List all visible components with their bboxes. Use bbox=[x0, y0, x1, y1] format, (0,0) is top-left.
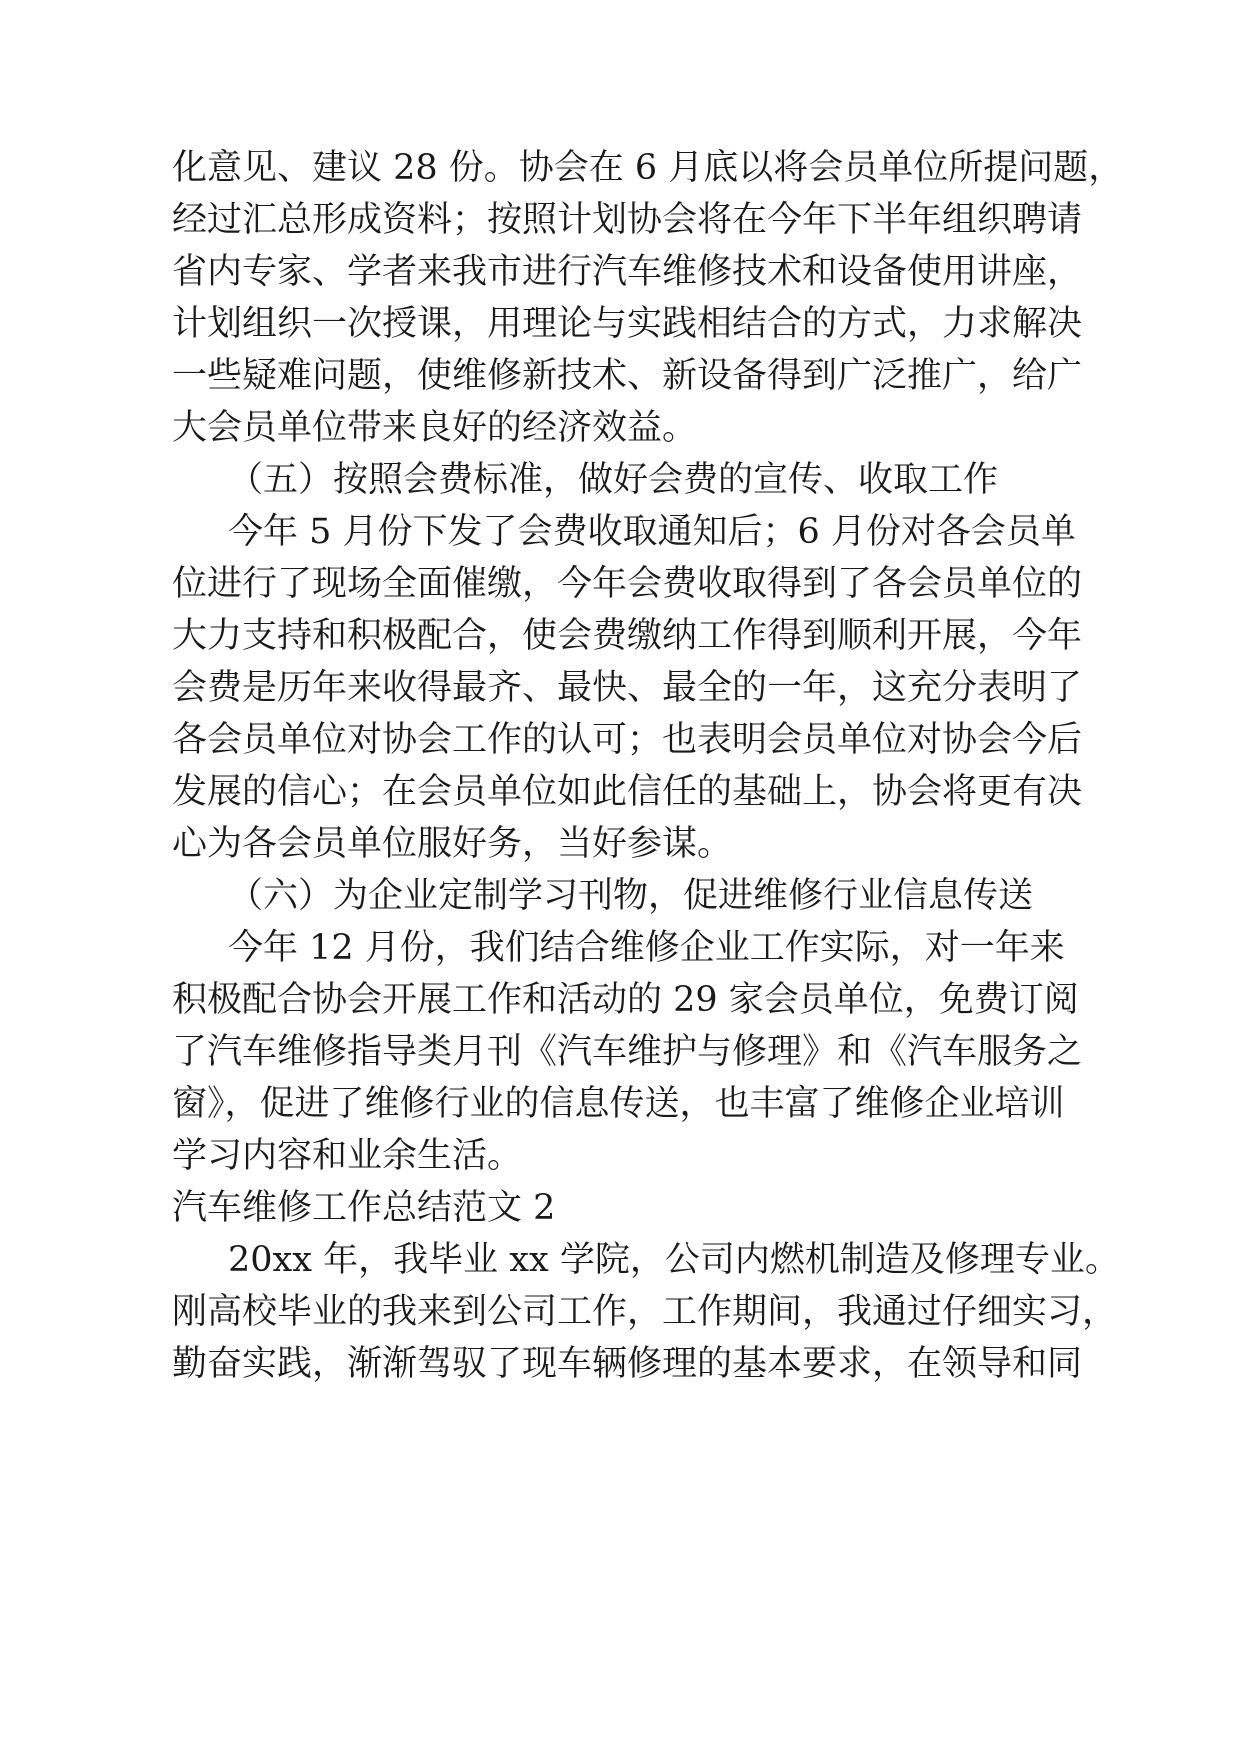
paragraph-line: 刚高校毕业的我来到公司工作，工作期间，我通过仔细实习， bbox=[172, 1292, 1118, 1332]
paragraph-line: 心为各会员单位服好务，当好参谋。 bbox=[172, 824, 733, 864]
paragraph-line: 省内专家、学者来我市进行汽车维修技术和设备使用讲座， bbox=[172, 252, 1083, 292]
paragraph-line: 位进行了现场全面催缴，今年会费收取得到了各会员单位的 bbox=[172, 564, 1083, 604]
paragraph-line: 会费是历年来收得最齐、最快、最全的一年，这充分表明了 bbox=[172, 668, 1083, 708]
paragraph-line: 一些疑难问题，使维修新技术、新设备得到广泛推广，给广 bbox=[172, 356, 1083, 396]
paragraph-line: 积极配合协会开展工作和活动的 29 家会员单位，免费订阅 bbox=[172, 980, 1079, 1020]
paragraph-line: 大会员单位带来良好的经济效益。 bbox=[172, 408, 698, 448]
paragraph-line: 化意见、建议 28 份。协会在 6 月底以将会员单位所提问题， bbox=[172, 148, 1124, 188]
paragraph-line: 经过汇总形成资料；按照计划协会将在今年下半年组织聘请 bbox=[172, 200, 1083, 240]
section-heading: （五）按照会费标准，做好会费的宣传、收取工作 bbox=[228, 460, 999, 500]
paragraph-line: 各会员单位对协会工作的认可；也表明会员单位对协会今后 bbox=[172, 720, 1083, 760]
paragraph-line: 计划组织一次授课，用理论与实践相结合的方式，力求解决 bbox=[172, 304, 1083, 344]
paragraph-line: 学习内容和业余生活。 bbox=[172, 1136, 523, 1176]
section-heading: （六）为企业定制学习刊物，促进维修行业信息传送 bbox=[228, 876, 1034, 916]
article-title: 汽车维修工作总结范文 2 bbox=[172, 1188, 556, 1228]
paragraph-line: 今年 5 月份下发了会费收取通知后；6 月份对各会员单 bbox=[228, 512, 1076, 552]
paragraph-line: 了汽车维修指导类月刊《汽车维护与修理》和《汽车服务之 bbox=[172, 1032, 1083, 1072]
paragraph-line: 今年 12 月份，我们结合维修企业工作实际，对一年来 bbox=[228, 928, 1065, 968]
paragraph-line: 发展的信心；在会员单位如此信任的基础上，协会将更有决 bbox=[172, 772, 1083, 812]
paragraph-line: 20xx 年，我毕业 xx 学院，公司内燃机制造及修理专业。 bbox=[228, 1240, 1120, 1280]
paragraph-line: 勤奋实践，渐渐驾驭了现车辆修理的基本要求，在领导和同 bbox=[172, 1344, 1083, 1384]
paragraph-line: 窗》，促进了维修行业的信息传送，也丰富了维修企业培训 bbox=[172, 1084, 1065, 1124]
paragraph-line: 大力支持和积极配合，使会费缴纳工作得到顺利开展，今年 bbox=[172, 616, 1083, 656]
